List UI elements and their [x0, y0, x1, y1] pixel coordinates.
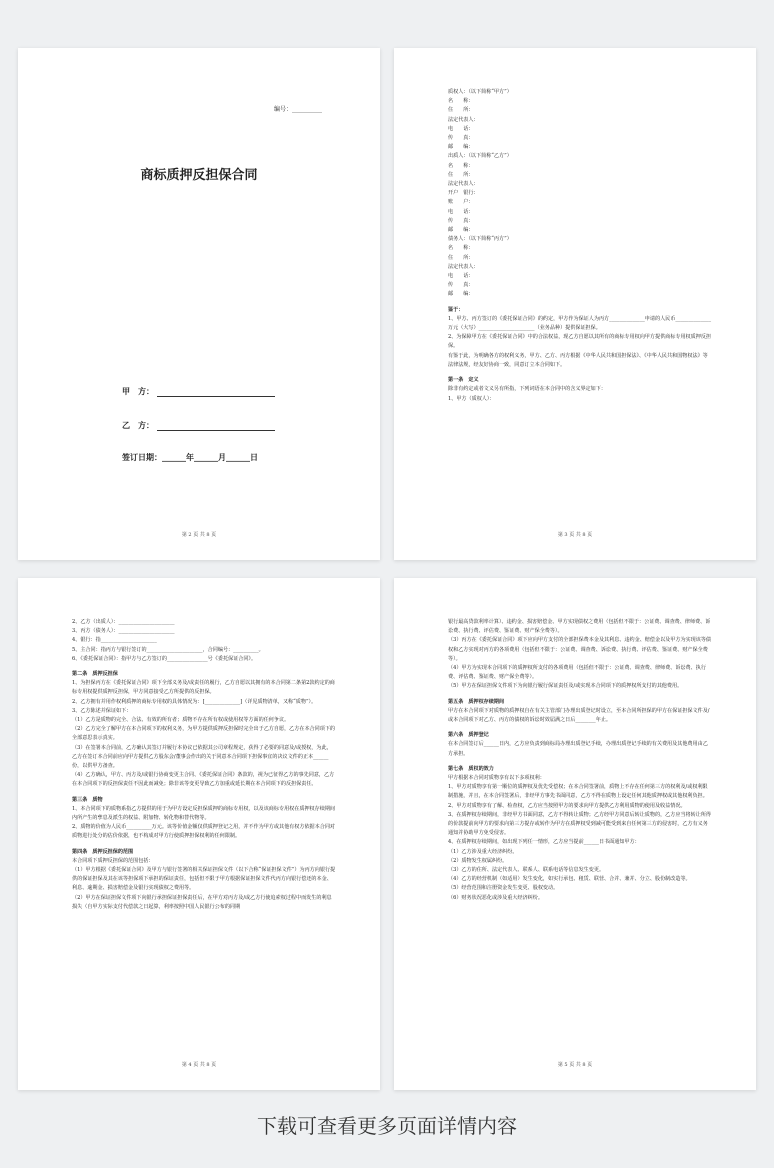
paragraph: 甲方在本合同项下对质物的质押权自在有关主管部门办理出质登记时设立，至本合同所担保的甲方在保证担保文件及/或本合同项下对乙方、丙方的债权的诉讼时效届满之日后________年止。 — [448, 707, 710, 724]
party-info-line: 传 真： — [448, 282, 474, 289]
party-info-line: 名 称： — [448, 162, 474, 169]
paragraph: 2、甲方对质物享有了解、检查权，乙方应当按照甲方的要求向甲方提供乙方利用质物的使用及收益情况。 — [448, 802, 686, 809]
page-footer: 第 2 页 共 8 页 — [181, 532, 217, 538]
party-info-line: 住 所： — [448, 171, 474, 178]
article-7-heading: 第七条 质权的效力 — [448, 765, 494, 772]
party-info-line: 邮 编： — [448, 227, 474, 234]
document-number: 编号：__________ — [273, 106, 322, 113]
party-a-label: 甲 方： — [122, 387, 154, 396]
paragraph: （4）乙方的经营机制（如适用）发生变化，如实行承包、租赁、联营、合并、兼并、分立、股份制改造等。 — [448, 876, 691, 883]
article-2-text — [72, 679, 336, 789]
paragraph: （4）甲方为实现本合同项下的质押权所支付的各项费用（包括但不限于：公证费、调查费、律师费、诉讼费、执行费、评估费、鉴证费、财产保全费等）。 — [448, 665, 706, 681]
paragraph: 本合同项下质押反担保的范围包括： — [72, 857, 154, 864]
paragraph: （5）甲方在保证担保文件项下为向银行履行保证责任及/或实现本合同项下的质押权所支付的其他费用。 — [448, 683, 683, 690]
party-info-line: 电 话： — [448, 273, 474, 280]
paragraph: 1、甲方对质物享有第一顺位的质押权及优先受偿权；在本合同签署前，质物上不存在任何第三方的权利及/或权利限制措施，并且，在本合同签署后，非经甲方事先书面同意，乙方不得在质物上设定任何其他质押权或其他权利负担。 — [448, 784, 708, 800]
paragraph: （6）财务状况恶化或涉及重大经济纠纷。 — [448, 894, 543, 901]
definition-line: 5、主合同：指丙方与银行签订的______________________，合同编号：__________。 — [72, 646, 264, 653]
article-6-heading: 第六条 质押登记 — [448, 732, 489, 739]
article-5-heading: 第五条 质押权存续期间 — [448, 698, 505, 705]
party-info-line: 电 话： — [448, 208, 474, 215]
paragraph: 有鉴于此，为明确各方的权利义务，甲方、乙方、丙方根据《中华人民共和国担保法》、《中华人民共和国物权法》等法律法规，经友好协商一致，同意订立本合同如下。 — [448, 352, 708, 368]
party-info-line: 法定代表人： — [448, 181, 479, 188]
party-info-line: 开户 银行： — [448, 190, 479, 197]
article-1-text — [448, 385, 712, 403]
whereas-paragraphs — [448, 315, 712, 370]
paragraph: （1）乙方涉及重大经济纠纷。 — [448, 848, 518, 855]
party-b-blank — [157, 430, 275, 431]
paragraph: 甲方根据本合同对质物享有以下多项权利： — [448, 775, 545, 782]
paragraph: 3、乙方陈述并保证如下： — [72, 707, 132, 714]
whereas-heading: 鉴于： — [448, 306, 464, 313]
paragraph: （1）甲方根据《委托保证合同》及甲方与银行签署的相关保证担保文件（以下合称“保证担保文件”）为丙方向银行提供的保证担保及其在该等担保项下承担的保证责任，包括但不限于甲方根据保证担保文件代丙方向银行偿还的本金、利息、逾期金、损害赔偿金及银行实现债权之费用等。 — [72, 867, 336, 892]
party-a-line — [122, 386, 275, 397]
page-articles-2-4 — [18, 578, 380, 1090]
party-b-line — [122, 420, 275, 431]
party-info-line: 法定代表人： — [448, 116, 479, 123]
party-info-line: 名 称： — [448, 98, 474, 105]
sign-date: 签订日期：______年______月______日 — [122, 453, 258, 462]
party-info-line: 债务人：（以下简称“丙方”） — [448, 236, 512, 243]
paragraph: （5）经营范围和注册资金发生变更、股权变动。 — [448, 885, 559, 892]
article-4-continued — [448, 618, 712, 692]
definition-line: 3、丙方（债务人）：______________________ — [72, 628, 175, 635]
paragraph: （3）乙方的住所、法定代表人、联系人、联系电话等信息发生变更。 — [448, 867, 605, 874]
paragraph: （2）甲方在保证担保文件项下向银行承担保证担保责任后，在甲方对丙方及/或乙方行使追索权过程中而发生的利息损失（自甲方实际支付代偿款之日起算，利率按照中国人民银行公布的同期 — [72, 894, 332, 910]
page-footer: 第 4 页 共 8 页 — [181, 1062, 217, 1068]
paragraph: 3、在质押权存续期间，非经甲方书面同意，乙方不得转让质物；乙方经甲方同意后转让质物的，乙方应当将转让所得的价款提前向甲方的要求向第三方提存或转作为甲方在质押权受到减可能受到来自任何第三方的侵害时，乙方有义务通知并协助甲方免受侵害。 — [448, 811, 712, 837]
party-info-line: 住 所： — [448, 107, 474, 114]
contract-title: 商标质押反担保合同 — [140, 168, 258, 183]
article-2-heading: 第二条 质押反担保 — [72, 671, 118, 678]
party-a-blank — [157, 396, 275, 397]
article-3-heading: 第三条 质物 — [72, 796, 103, 803]
article-5-text — [448, 707, 712, 725]
paragraph: （3）在签署本合同前，乙方确认其签订并履行本协议已依据其公司章程规定，获得了必要的同意及/或授权，为此，乙方在签订本合同前应向甲方提供乙方股东会/董事会作出的关于同意本合同项下担保事宜的决议文件的正本______份，以供甲方备查。 — [72, 744, 332, 770]
definition-line: 4、银行：指______________________ — [72, 637, 157, 644]
party-info-line: 出质人：（以下简称“乙方”） — [448, 153, 512, 160]
paragraph: （2）质物发生权属纠纷。 — [448, 857, 508, 864]
page-footer: 第 5 页 共 8 页 — [557, 1062, 593, 1068]
party-b-label: 乙 方： — [122, 421, 154, 430]
party-info-list — [448, 88, 712, 300]
page-body — [72, 618, 336, 912]
download-more-banner[interactable]: 下载可查看更多页面详情内容 — [257, 1114, 517, 1138]
paragraph: （1）乙方是质物的完全、合法、有效的所有者；质物不存在所有权或使用权等方面的任何争议。 — [72, 717, 290, 724]
party-info-line: 邮 编： — [448, 144, 474, 151]
article-1-heading: 第一条 定义 — [448, 377, 479, 384]
page-cover — [18, 48, 380, 560]
party-info-line: 邮 编： — [448, 291, 474, 298]
party-info-line: 传 真： — [448, 135, 474, 142]
page-footer: 第 3 页 共 8 页 — [557, 532, 593, 538]
paragraph: 2、乙方拥有并用作权利质押的商标专用权的具体情况为：[______________]（详见质物清单，又称“质物”）。 — [72, 698, 317, 705]
party-info-line: 法定代表人： — [448, 263, 479, 270]
page-articles-5-7 — [394, 578, 756, 1090]
party-info-line: 质权人：（以下简称“甲方”） — [448, 89, 512, 95]
paragraph: 1、甲方、丙方签订的《委托保证合同》的约定，甲方作为保证人为丙方______________申请的人民币______________万元（大写）______________________（业务品种）提供保证担保。 — [448, 315, 712, 332]
paragraph: 2、为保障甲方在《委托保证合同》中的合法权益，现乙方自愿以其所有的商标专用权向甲方提供商标专用权质押反担保。 — [448, 334, 712, 350]
page-body — [448, 88, 712, 404]
paragraph: 除非有约定或者文义另有所指，下列词语在本合同中的含义界定如下： — [448, 386, 606, 393]
paragraph: （4）乙方确认，甲方、丙方及/或银行协商变更主合同、《委托保证合同》条款的，视为已征得乙方的事先同意，乙方在本合同项下的反担保责任不因此而减免；除非该等变更导致乙方加重或延长期在本合同项下的反担保责任。 — [72, 772, 335, 788]
article-4-heading: 第四条 质押反担保的范围 — [72, 848, 134, 855]
party-info-line: 电 话： — [448, 125, 474, 132]
article-4-text — [72, 857, 336, 912]
paragraph: 1、本合同项下的质物系指乙方提供的用于为甲方设定反担保质押的商标专用权，以及该商标专用权在质押权存续期间内所产生的孳息及派生的权益、附加物、转化物和替代物等。 — [72, 805, 336, 822]
party-info-line: 账 户： — [448, 199, 474, 206]
paragraph: 银行最高贷款利率计算）、违约金、损害赔偿金、甲方实现债权之费用（包括但不限于：公证费、调查费、律师费、诉讼费、执行费、评估费、鉴证费、财产保全费等）。 — [448, 619, 711, 635]
paragraph: 1、甲方（质权人）： — [448, 395, 495, 402]
article-3-text — [72, 805, 336, 842]
article-6-text — [448, 740, 712, 758]
article-7-text — [448, 774, 712, 903]
page-body — [448, 618, 712, 903]
definition-line: 6、《委托保证合同》：指甲方与乙方签订的________________号《委托保证合同》。 — [72, 655, 257, 662]
definition-list — [72, 618, 336, 664]
paragraph: 1、为担保丙方在《委托保证合同》项下全部义务及/或责任的履行，乙方自愿以其拥有的本合同第二条第2款约定的商标专用权提供质押反担保，甲方同意接受乙方所提供的反担保。 — [72, 680, 335, 696]
party-info-line: 名 称： — [448, 245, 474, 252]
paragraph: 在本合同签订后______日内，乙方应负责到商标局办理出质登记手续，办理出质登记手续的有关费用及其他费用由乙方承担。 — [448, 741, 708, 757]
party-info-line: 传 真： — [448, 217, 474, 224]
paragraph: （3）丙方在《委托保证合同》项下应向甲方支付的全部担保费本金及其利息、违约金、赔偿金以及甲方为实现该等债权和乙方实现对丙方的各项费用（包括但不限于：公证费、调查费、诉讼费、执行费、评估费、鉴证费、财产保全费等）。 — [448, 637, 712, 662]
paragraph: 4、在质押权存续期间，如出现下列任一情形，乙方应当提前______日书面通知甲方： — [448, 839, 640, 846]
page-parties — [394, 48, 756, 560]
party-info-line: 住 所： — [448, 254, 474, 261]
paragraph: 2、质物的价值为人民币__________万元。该等价值金额仅供质押登记之用，并不作为甲方或其他有权方依据本合同对质物进行处分的估价依据，也不构成对甲方行使质押担保权利的任何限制。 — [72, 824, 336, 840]
paragraph: （2）乙方完全了解甲方在本合同项下的权利义务，为甲方提供质押反担保时完全出于乙方自愿，乙方在本合同项下的全部意思表示真实。 — [72, 726, 336, 742]
definition-line: 2、乙方（出质人）：______________________ — [72, 619, 175, 625]
